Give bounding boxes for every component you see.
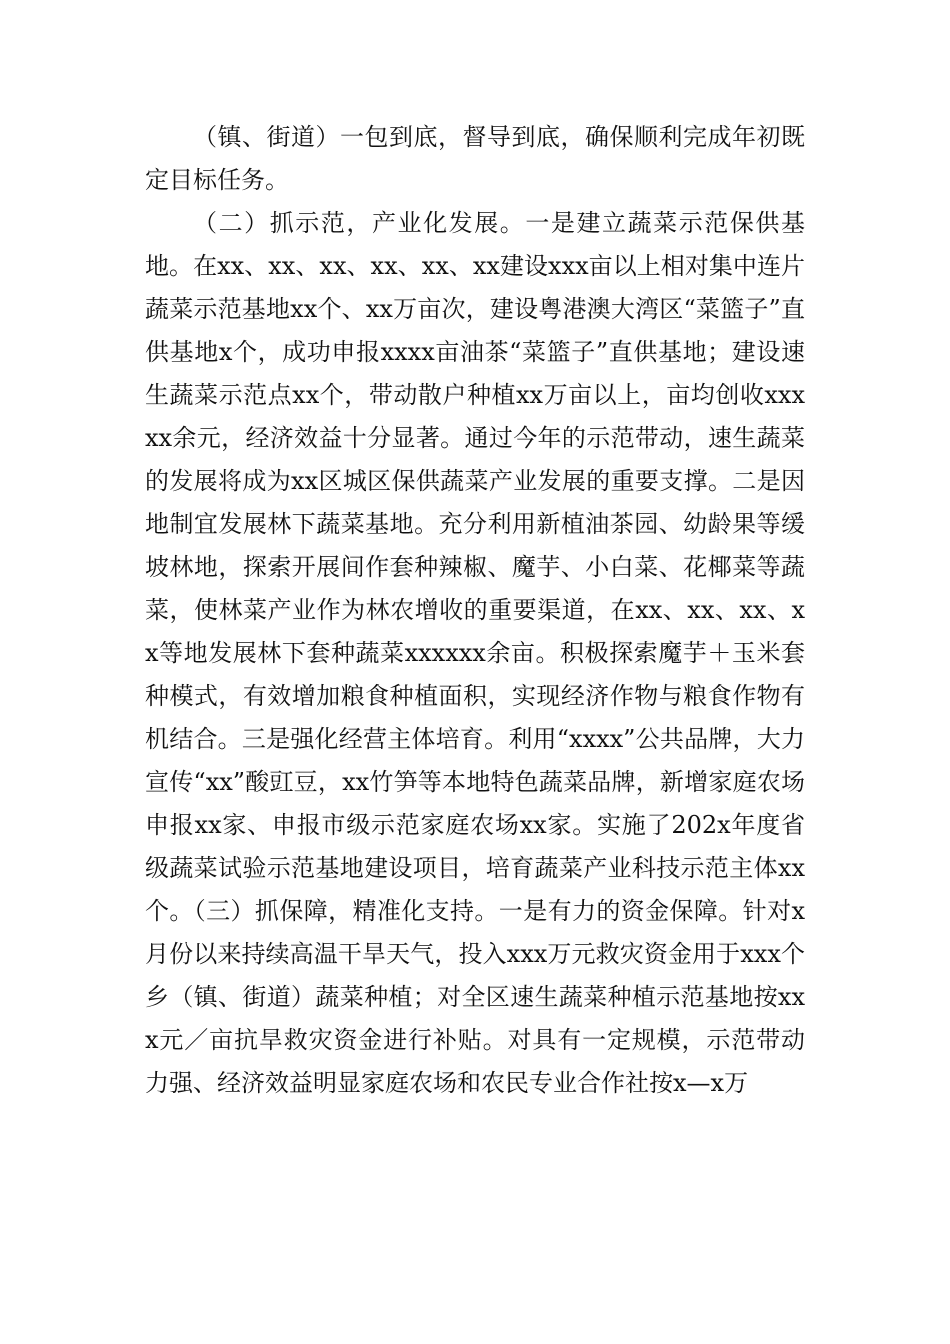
paragraph-demonstration-section: （二）抓示范，产业化发展。一是建立蔬菜示范保供基地。在xx、xx、xx、xx、xx、xx建设xxx亩以上相对集中连片蔬菜示范基地xx个、xx万亩次，建设粤港澳大湾区“菜篮子”直供基地x个，成功申报xxxx亩油茶“菜篮子”直供基地；建设速生蔬菜示范点xx个，带动散户种植xx万亩以上，亩均创收xxxxx余元，经济效益十分显著。通过今年的示范带动，速生蔬菜的发展将成为xx区城区保供蔬菜产业发展的重要支撑。二是因地制宜发展林下蔬菜基地。充分利用新植油茶园、幼龄果等缓坡林地，探索开展间作套种辣椒、魔芋、小白菜、花椰菜等蔬菜，使林菜产业作为林农增收的重要渠道，在xx、xx、xx、xx等地发展林下套种蔬菜xxxxxx余亩。积极探索魔芋＋玉米套种模式，有效增加粮食种植面积，实现经济作物与粮食作物有机结合。三是强化经营主体培育。利用“xxxx”公共品牌，大力宣传“xx”酸豇豆，xx竹笋等本地特色蔬菜品牌，新增家庭农场申报xx家、申报市级示范家庭农场xx家。实施了202x年度省级蔬菜试验示范基地建设项目，培育蔬菜产业科技示范主体xx个。（三）抓保障，精准化支持。一是有力的资金保障。针对x月份以来持续高温干旱天气，投入xxx万元救灾资金用于xxx个乡（镇、街道）蔬菜种植；对全区速生蔬菜种植示范基地按xxx元／亩抗旱救灾资金进行补贴。对具有一定规模，示范带动力强、经济效益明显家庭农场和农民专业合作社按x—x万 xyxy=(145,209,805,1097)
paragraph-continuation: （镇、街道）一包到底，督导到底，确保顺利完成年初既定目标任务。 xyxy=(145,123,805,194)
document-body xyxy=(145,116,805,1105)
